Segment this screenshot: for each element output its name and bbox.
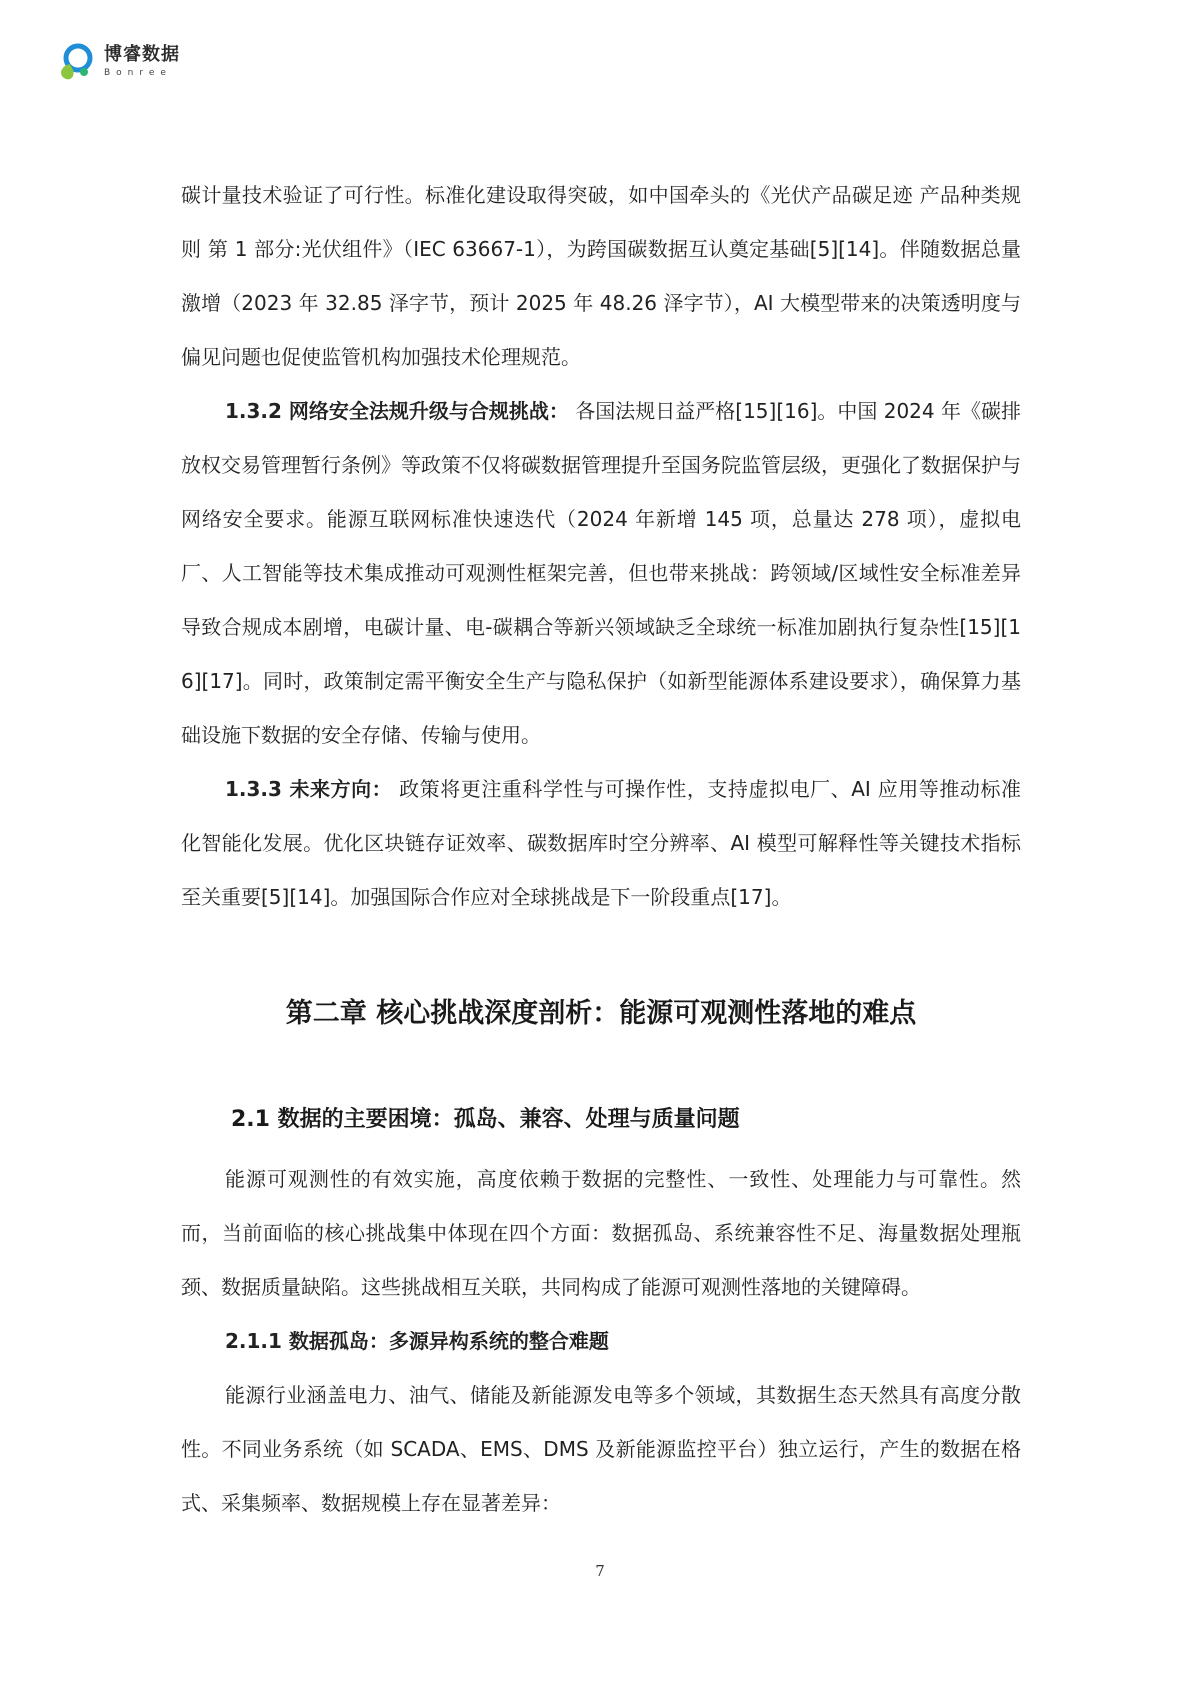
paragraph-2-1: 能源可观测性的有效实施，高度依赖于数据的完整性、一致性、处理能力与可靠性。然而，当前面临的核心挑战集中体现在四个方面：数据孤岛、系统兼容性不足、海量数据处理瓶颈、数据质量缺陷。这些挑战相互关联，共同构成了能源可观测性落地的关键障碍。 — [181, 1167, 1021, 1299]
paragraph-carbon-metering: 碳计量技术验证了可行性。标准化建设取得突破，如中国牵头的《光伏产品碳足迹 产品种类规则 第 1 部分:光伏组件》（IEC 63667-1），为跨国碳数据互认奠定基础[5][14]。伴随数据总量激增（2023 年 32.85 泽字节，预计 2025 年 48.26 泽字节），AI 大模型带来的决策透明度与偏见问题也促使监管机构加强技术伦理规范。 — [181, 183, 1021, 369]
subsection-1-3-3-title: 1.3.3 未来方向： — [225, 777, 393, 801]
page-number: 7 — [595, 1562, 605, 1580]
subsection-1-3-2-title: 1.3.2 网络安全法规升级与合规挑战： — [225, 399, 569, 423]
bonree-logo-icon — [56, 42, 96, 82]
chapter-title: 第二章 核心挑战深度剖析：能源可观测性落地的难点 — [285, 998, 917, 1029]
document-body — [181, 168, 1021, 1530]
subsection-1-3-2-text: 各国法规日益严格[15][16]。中国 2024 年《碳排放权交易管理暂行条例》等政策不仅将碳数据管理提升至国务院监管层级，更强化了数据保护与网络安全要求。能源互联网标准快速迭代（2024 年新增 145 项，总量达 278 项），虚拟电厂、人工智能等技术集成推动可观测性框架完善，但也带来挑战：跨领域/区域性安全标准差异导致合规成本剧增，电碳计量、电-碳耦合等新兴领域缺乏全球统一标准加剧执行复杂性[15][16][17]。同时，政策制定需平衡安全生产与隐私保护（如新型能源体系建设要求），确保算力基础设施下数据的安全存储、传输与使用。 — [181, 399, 1021, 747]
header-logo — [56, 42, 180, 82]
logo-name-cn: 博睿数据 — [104, 44, 180, 65]
paragraph-1-3-2 — [181, 384, 1021, 762]
paragraph-1-3-3 — [181, 762, 1021, 924]
section-2-1-1-title: 2.1.1 数据孤岛：多源异构系统的整合难题 — [225, 1329, 609, 1353]
subsection-1-3-3-text: 政策将更注重科学性与可操作性，支持虚拟电厂、AI 应用等推动标准化智能化发展。优化区块链存证效率、碳数据库时空分辨率、AI 模型可解释性等关键技术指标至关重要[5][14]。加强国际合作应对全球挑战是下一阶段重点[17]。 — [181, 777, 1022, 909]
logo-name-en: Bonree — [104, 68, 172, 78]
paragraph-2-1-1: 能源行业涵盖电力、油气、储能及新能源发电等多个领域，其数据生态天然具有高度分散性。不同业务系统（如 SCADA、EMS、DMS 及新能源监控平台）独立运行，产生的数据在格式、采集频率、数据规模上存在显著差异： — [181, 1383, 1021, 1515]
section-2-1-title: 2.1 数据的主要困境：孤岛、兼容、处理与质量问题 — [231, 1107, 740, 1132]
